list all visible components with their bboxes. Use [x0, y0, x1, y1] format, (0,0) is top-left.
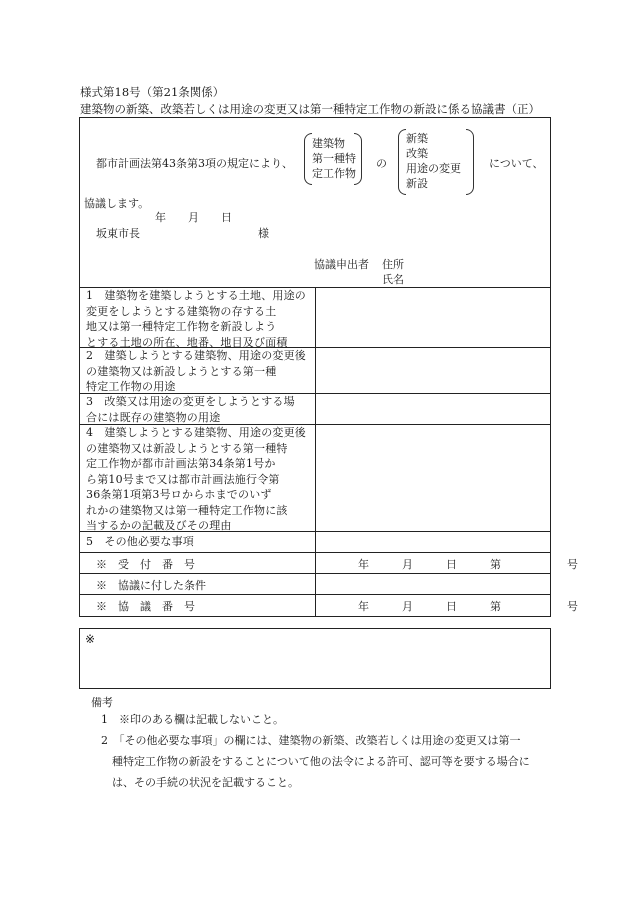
item-1-land-location: 1 建築物を建築しようとする土地、用途の 変更をしようとする建築物の存する土 地又は第一種特定工作物を新設しよう とする土地の所在、地番、地目及び面積	[86, 289, 306, 349]
document-title: 建築物の新築、改築若しくは用途の変更又は第一種特定工作物の新設に係る協議書（正）	[80, 102, 540, 116]
receipt-number-value: 年 月 日 第 号	[358, 558, 578, 571]
left-bracket-icon	[398, 129, 406, 195]
intro-lead: 都市計画法第43条第3項の規定により、	[96, 157, 293, 170]
option-new-build: 新築	[406, 132, 428, 145]
right-bracket-icon	[466, 129, 474, 195]
applicant-label: 協議申出者	[314, 258, 369, 271]
intro-tail: について、	[489, 157, 544, 170]
honorific: 様	[258, 227, 269, 240]
object-options	[312, 136, 356, 181]
option-facility-2: 定工作物	[312, 167, 356, 180]
address-label: 住所	[382, 258, 404, 271]
intro-particle: の	[376, 157, 387, 170]
agreement-number-label: ※ 協 議 番 号	[96, 600, 195, 613]
remarks-note-2: 2 「その他必要な事項」の欄には、建築物の新築、改築若しくは用途の変更又は第一 種特定工作物の新設をすることについて他の法令による許可、認可等を要する場合に は、その手続の状況を記載すること。	[101, 734, 530, 789]
agreement-number-value: 年 月 日 第 号	[358, 600, 578, 613]
left-bracket-icon	[304, 133, 312, 185]
remarks-note-1: 1 ※印のある欄は記載しないこと。	[101, 713, 284, 726]
option-use-change: 用途の変更	[406, 162, 461, 175]
option-building: 建築物	[312, 137, 345, 150]
item-2-planned-use: 2 建築しようとする建築物、用途の変更後 の建築物又は新設しようとする第一種 特定工作物の用途	[86, 349, 306, 393]
office-mark-symbol: ※	[85, 632, 96, 646]
receipt-number-label: ※ 受 付 番 号	[96, 558, 195, 571]
option-new-install: 新設	[406, 177, 428, 190]
intro-closing: 協議します。	[84, 197, 150, 210]
form-number: 様式第18号（第21条関係）	[80, 85, 225, 99]
addressee: 坂東市長	[96, 227, 140, 240]
option-rebuild: 改築	[406, 147, 428, 160]
office-use-box	[79, 628, 551, 689]
submission-date: 年 月 日	[155, 211, 232, 224]
remarks-title: 備考	[91, 696, 113, 709]
item-5-other-matters: 5 その他必要な事項	[86, 535, 194, 548]
name-label: 氏名	[382, 273, 404, 286]
item-4-applicable-provision: 4 建築しようとする建築物、用途の変更後 の建築物又は新設しようとする第一種特 定工作物が都市計画法第34条第1号か ら第10号まで又は都市計画法施行令第 36条第1項第3号ロからホまでのいず れかの建築物又は第一種特定工作物に該 当するかの記載及びその理由	[86, 426, 306, 532]
action-options	[406, 131, 461, 191]
agreement-conditions-label: ※ 協議に付した条件	[96, 579, 206, 592]
row-divider	[79, 594, 551, 595]
row-divider	[79, 552, 551, 553]
item-3-existing-use: 3 改築又は用途の変更をしようとする場 合には既存の建築物の用途	[86, 395, 295, 424]
option-facility-1: 第一種特	[312, 152, 356, 165]
row-divider	[79, 573, 551, 574]
column-divider	[315, 287, 316, 617]
